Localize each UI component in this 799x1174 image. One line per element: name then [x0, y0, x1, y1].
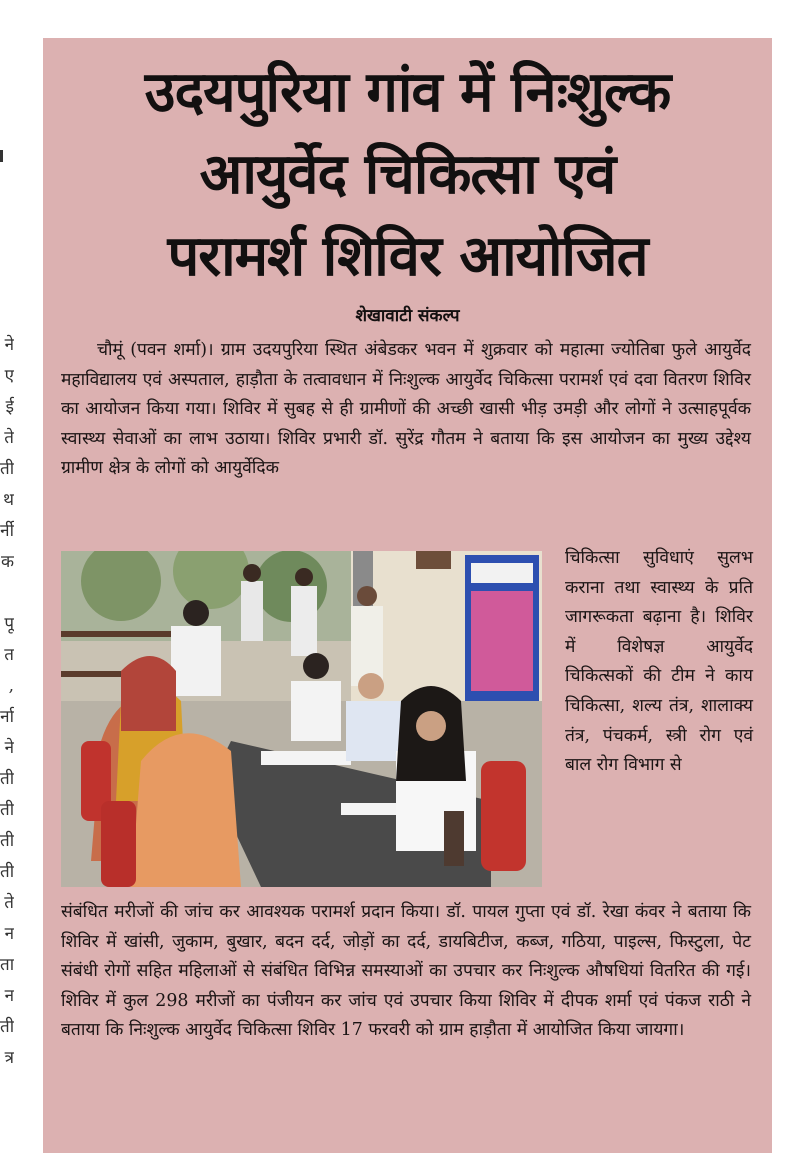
camp-photo — [61, 551, 542, 887]
headline-line-1: उदयपुरिया गांव में निःशुल्क — [144, 60, 671, 125]
article-paragraph-side: चिकित्सा सुविधाएं सुलभ कराना तथा स्वास्थ्य के प्रति जागरूकता बढ़ाना है। शिविर में विशेषज्ञ आयुर्वेद चिकित्सकों की टीम ने काय चिकित्सा, शल्य तंत्र, शालाक्य तंत्र, पंचकर्म, स्त्री रोग एवं बाल रोग विभाग से — [565, 548, 753, 776]
adjacent-column-fragment: त्र — [4, 1048, 14, 1068]
adjacent-column-fragment: ती — [0, 1017, 14, 1037]
headline — [43, 52, 772, 298]
adjacent-column-fragment: र्नी — [0, 521, 14, 541]
adjacent-column-fragment: ती — [0, 769, 14, 789]
adjacent-column-fragment: ई — [5, 397, 14, 417]
adjacent-column-fragment: ती — [0, 862, 14, 882]
headline-line-3: परामर्श शिविर आयोजित — [167, 224, 648, 289]
adjacent-column-fragment: ते — [4, 893, 14, 913]
adjacent-column-fragment: ते — [4, 428, 14, 448]
adjacent-column-fragment: , — [8, 676, 14, 696]
adjacent-column-fragment: ती — [0, 800, 14, 820]
adjacent-column-fragment: ए — [4, 366, 14, 386]
adjacent-column-fragment: क — [0, 552, 14, 572]
adjacent-column-fragments — [0, 330, 14, 1110]
source-credit: शेखावाटी संकल्प — [355, 306, 460, 326]
headline-line-2: आयुर्वेद चिकित्सा एवं — [199, 142, 616, 207]
adjacent-column-fragment: ती — [0, 459, 14, 479]
article-paragraph-bottom: संबंधित मरीजों की जांच कर आवश्यक परामर्श प्रदान किया। डॉ. पायल गुप्ता एवं डॉ. रेखा कंवर ने बताया कि शिविर में खांसी, जुकाम, बुखार, बदन दर्द, जोड़ों का दर्द, डायबिटीज, कब्ज, गठिया, पाइल्स, फिस्टुला, पेट संबंधी रोगों सहित महिलाओं से संबंधित विभिन्न समस्याओं का उपचार कर निःशुल्क औषधियां वितरित की गई। शिविर में कुल 298 मरीजों का पंजीयन कर जांच एवं उपचार किया शिविर में दीपक शर्मा एवं पंकज राठी ने बताया कि निःशुल्क आयुर्वेद चिकित्सा शिविर 17 फरवरी को ग्राम हाड़ौता में आयोजित किया जायगा। — [61, 902, 751, 1041]
adjacent-column-fragment: न — [4, 986, 14, 1006]
adjacent-column-fragment: त — [4, 645, 14, 665]
adjacent-column-fragment: ती — [0, 831, 14, 851]
adjacent-column-fragment: र्ना — [0, 707, 14, 727]
adjacent-column-fragment: ने — [4, 335, 14, 355]
adjacent-column-fragment: ता — [0, 955, 14, 975]
adjacent-column-fragment: ने — [4, 738, 14, 758]
article-paragraph-top: चौमूं (पवन शर्मा)। ग्राम उदयपुरिया स्थित अंबेडकर भवन में शुक्रवार को महात्मा ज्योतिबा फुले आयुर्वेद महाविद्यालय एवं अस्पताल, हाड़ौता के तत्वावधान में निःशुल्क आयुर्वेद चिकित्सा परामर्श एवं दवा वितरण शिविर का आयोजन किया गया। शिविर में सुबह से ही ग्रामीणों की अच्छी खासी भीड़ उमड़ी और लोगों ने उत्साहपूर्वक स्वास्थ्य सेवाओं का लाभ उठाया। शिविर प्रभारी डॉ. सुरेंद्र गौतम ने बताया कि इस आयोजन का मुख्य उद्देश्य ग्रामीण क्षेत्र के लोगों को आयुर्वेदिक — [61, 340, 751, 479]
column-rule-mark — [0, 150, 3, 162]
adjacent-column-fragment — [0, 578, 14, 609]
adjacent-column-fragment: थ — [3, 490, 14, 510]
adjacent-column-fragment: पू — [4, 614, 14, 634]
news-clipping — [43, 38, 772, 1153]
adjacent-column-fragment: न — [4, 924, 14, 944]
